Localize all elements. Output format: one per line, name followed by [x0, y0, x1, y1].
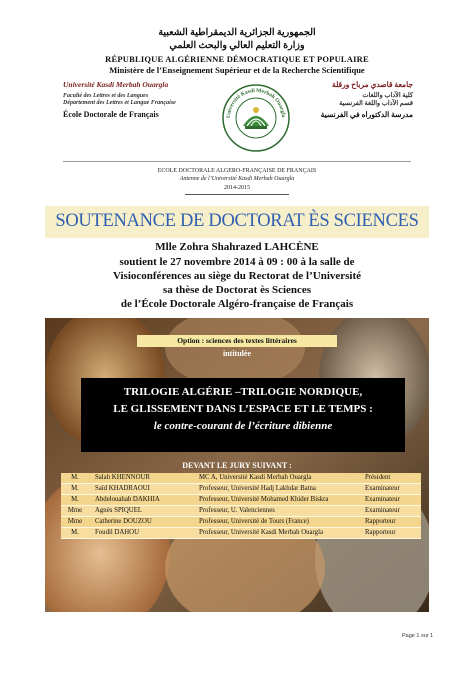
- jury-affiliation: Professeur, Université Hadj Lakhdar Batna: [199, 485, 316, 492]
- faculty-line-arabic: كلية الآداب واللغات: [362, 92, 413, 99]
- table-row: [61, 528, 421, 539]
- page-number: Page 1 sur 1: [402, 633, 434, 639]
- announcement-line-3: sa thèse de Doctorat ès Sciences: [162, 284, 312, 296]
- candidate-name: Mlle Zohra Shahrazed LAHCÈNE: [155, 241, 319, 253]
- jury-title: Mme: [67, 518, 83, 525]
- announcement-line-2: Visioconférences au siège du Rectorat de l’Université: [112, 270, 362, 282]
- logo-emblem-icon: [221, 82, 291, 154]
- jury-name: Agnès SPIQUEL: [95, 507, 143, 514]
- jury-role: Examinateur: [365, 507, 400, 514]
- logo-ring-text: Université Kasdi Merbah Ouargla: [225, 87, 287, 119]
- university-logo: [221, 82, 291, 154]
- jury-title: M.: [71, 529, 79, 536]
- jury-affiliation: Professeur, Université Kasdi Merbah Ouargla: [199, 529, 323, 536]
- university-block-french: [63, 80, 213, 119]
- thesis-title-line-1: TRILOGIE ALGÉRIE –TRILOGIE NORDIQUE,: [123, 386, 363, 398]
- university-block-arabic: [293, 80, 413, 119]
- department-line-arabic: قسم الآداب واللغة الفرنسية: [339, 100, 413, 107]
- table-row: [61, 517, 421, 528]
- jury-affiliation: Professeur, Université de Tours (France): [199, 518, 309, 525]
- jury-affiliation: MC A, Université Kasdi Merbah Ouargla: [199, 474, 312, 481]
- department-line: Département des Lettres et Langue Française: [63, 100, 176, 106]
- thesis-subtitle: le contre-courant de l’écriture dibienne: [153, 420, 333, 432]
- title-band: [45, 206, 429, 238]
- thesis-title-line-2: LE GLISSEMENT DANS L’ESPACE ET LE TEMPS :: [113, 403, 373, 415]
- academic-years: 2014-2015: [224, 185, 250, 191]
- table-row: [61, 484, 421, 495]
- option-label: Option : sciences des textes littéraires: [137, 335, 337, 347]
- jury-title: M.: [71, 485, 79, 492]
- jury-name: Abdelouahab DAKHIA: [95, 496, 160, 503]
- page-title: SOUTENANCE DE DOCTORAT ÈS SCIENCES: [55, 211, 419, 231]
- jury-role: Examinateur: [365, 485, 400, 492]
- thesis-title-box: [81, 378, 405, 452]
- header-divider: [63, 161, 411, 162]
- jury-affiliation: Professeur, U. Valenciennes: [199, 507, 275, 514]
- jury-role: Rapporteur: [365, 529, 396, 536]
- table-row: [61, 495, 421, 506]
- jury-role: Président: [365, 474, 391, 481]
- arabic-republic-line: الجمهورية الجزائرية الديمقراطية الشعبية: [158, 28, 316, 38]
- table-row: [61, 506, 421, 517]
- announcement-block: [45, 238, 429, 318]
- table-row: [61, 473, 421, 484]
- arabic-ministry-line: وزارة التعليم العالي والبحث العلمي: [169, 41, 305, 51]
- university-name: Université Kasdi Merbah Ouargla: [63, 80, 169, 89]
- jury-heading: DEVANT LE JURY SUIVANT :: [182, 461, 292, 470]
- jury-name: Saïd KHADRAOUI: [95, 485, 150, 492]
- jury-name: Foudil DAHOU: [95, 529, 139, 536]
- jury-title: Mme: [67, 507, 83, 514]
- jury-title: M.: [71, 474, 79, 481]
- years-underline: [185, 194, 289, 195]
- antenna-line: Antenne de l’Université Kasdi Merbah Ouargla: [179, 176, 295, 182]
- jury-role: Rapporteur: [365, 518, 396, 525]
- announcement-line-1: soutient le 27 novembre 2014 à 09 : 00 à la salle de: [119, 256, 355, 268]
- jury-affiliation: Professeur, Université Mohamed Khider Biskra: [199, 496, 329, 503]
- faculty-line: Faculté des Lettres et des Langues: [63, 93, 149, 99]
- intitulee-label: intitulée: [223, 349, 251, 358]
- announcement-line-4: de l’École Doctorale Algéro-française de Français: [120, 298, 354, 310]
- university-name-arabic: جامعة قاصدي مرباح ورقلة: [332, 80, 413, 89]
- doctoral-school-title: ECOLE DOCTORALE ALGERO-FRANÇAISE DE FRANÇAIS: [157, 168, 317, 174]
- french-ministry-line: Ministère de l’Enseignement Supérieur et de la Recherche Scientifique: [109, 65, 365, 75]
- jury-table: [61, 473, 421, 539]
- doctoral-school-line: École Doctorale de Français: [63, 110, 159, 119]
- jury-name: Salah KHENNOUR: [95, 474, 150, 481]
- poster-header: [45, 24, 429, 206]
- jury-role: Examinateur: [365, 496, 400, 503]
- jury-name: Catherine DOUZOU: [95, 518, 152, 525]
- doctoral-school-line-arabic: مدرسة الدكتوراه في الفرنسية: [320, 110, 413, 119]
- background-artwork: [45, 318, 429, 612]
- jury-title: M.: [71, 496, 79, 503]
- french-republic-line: RÉPUBLIQUE ALGÉRIENNE DÉMOCRATIQUE ET POPULAIRE: [105, 54, 369, 64]
